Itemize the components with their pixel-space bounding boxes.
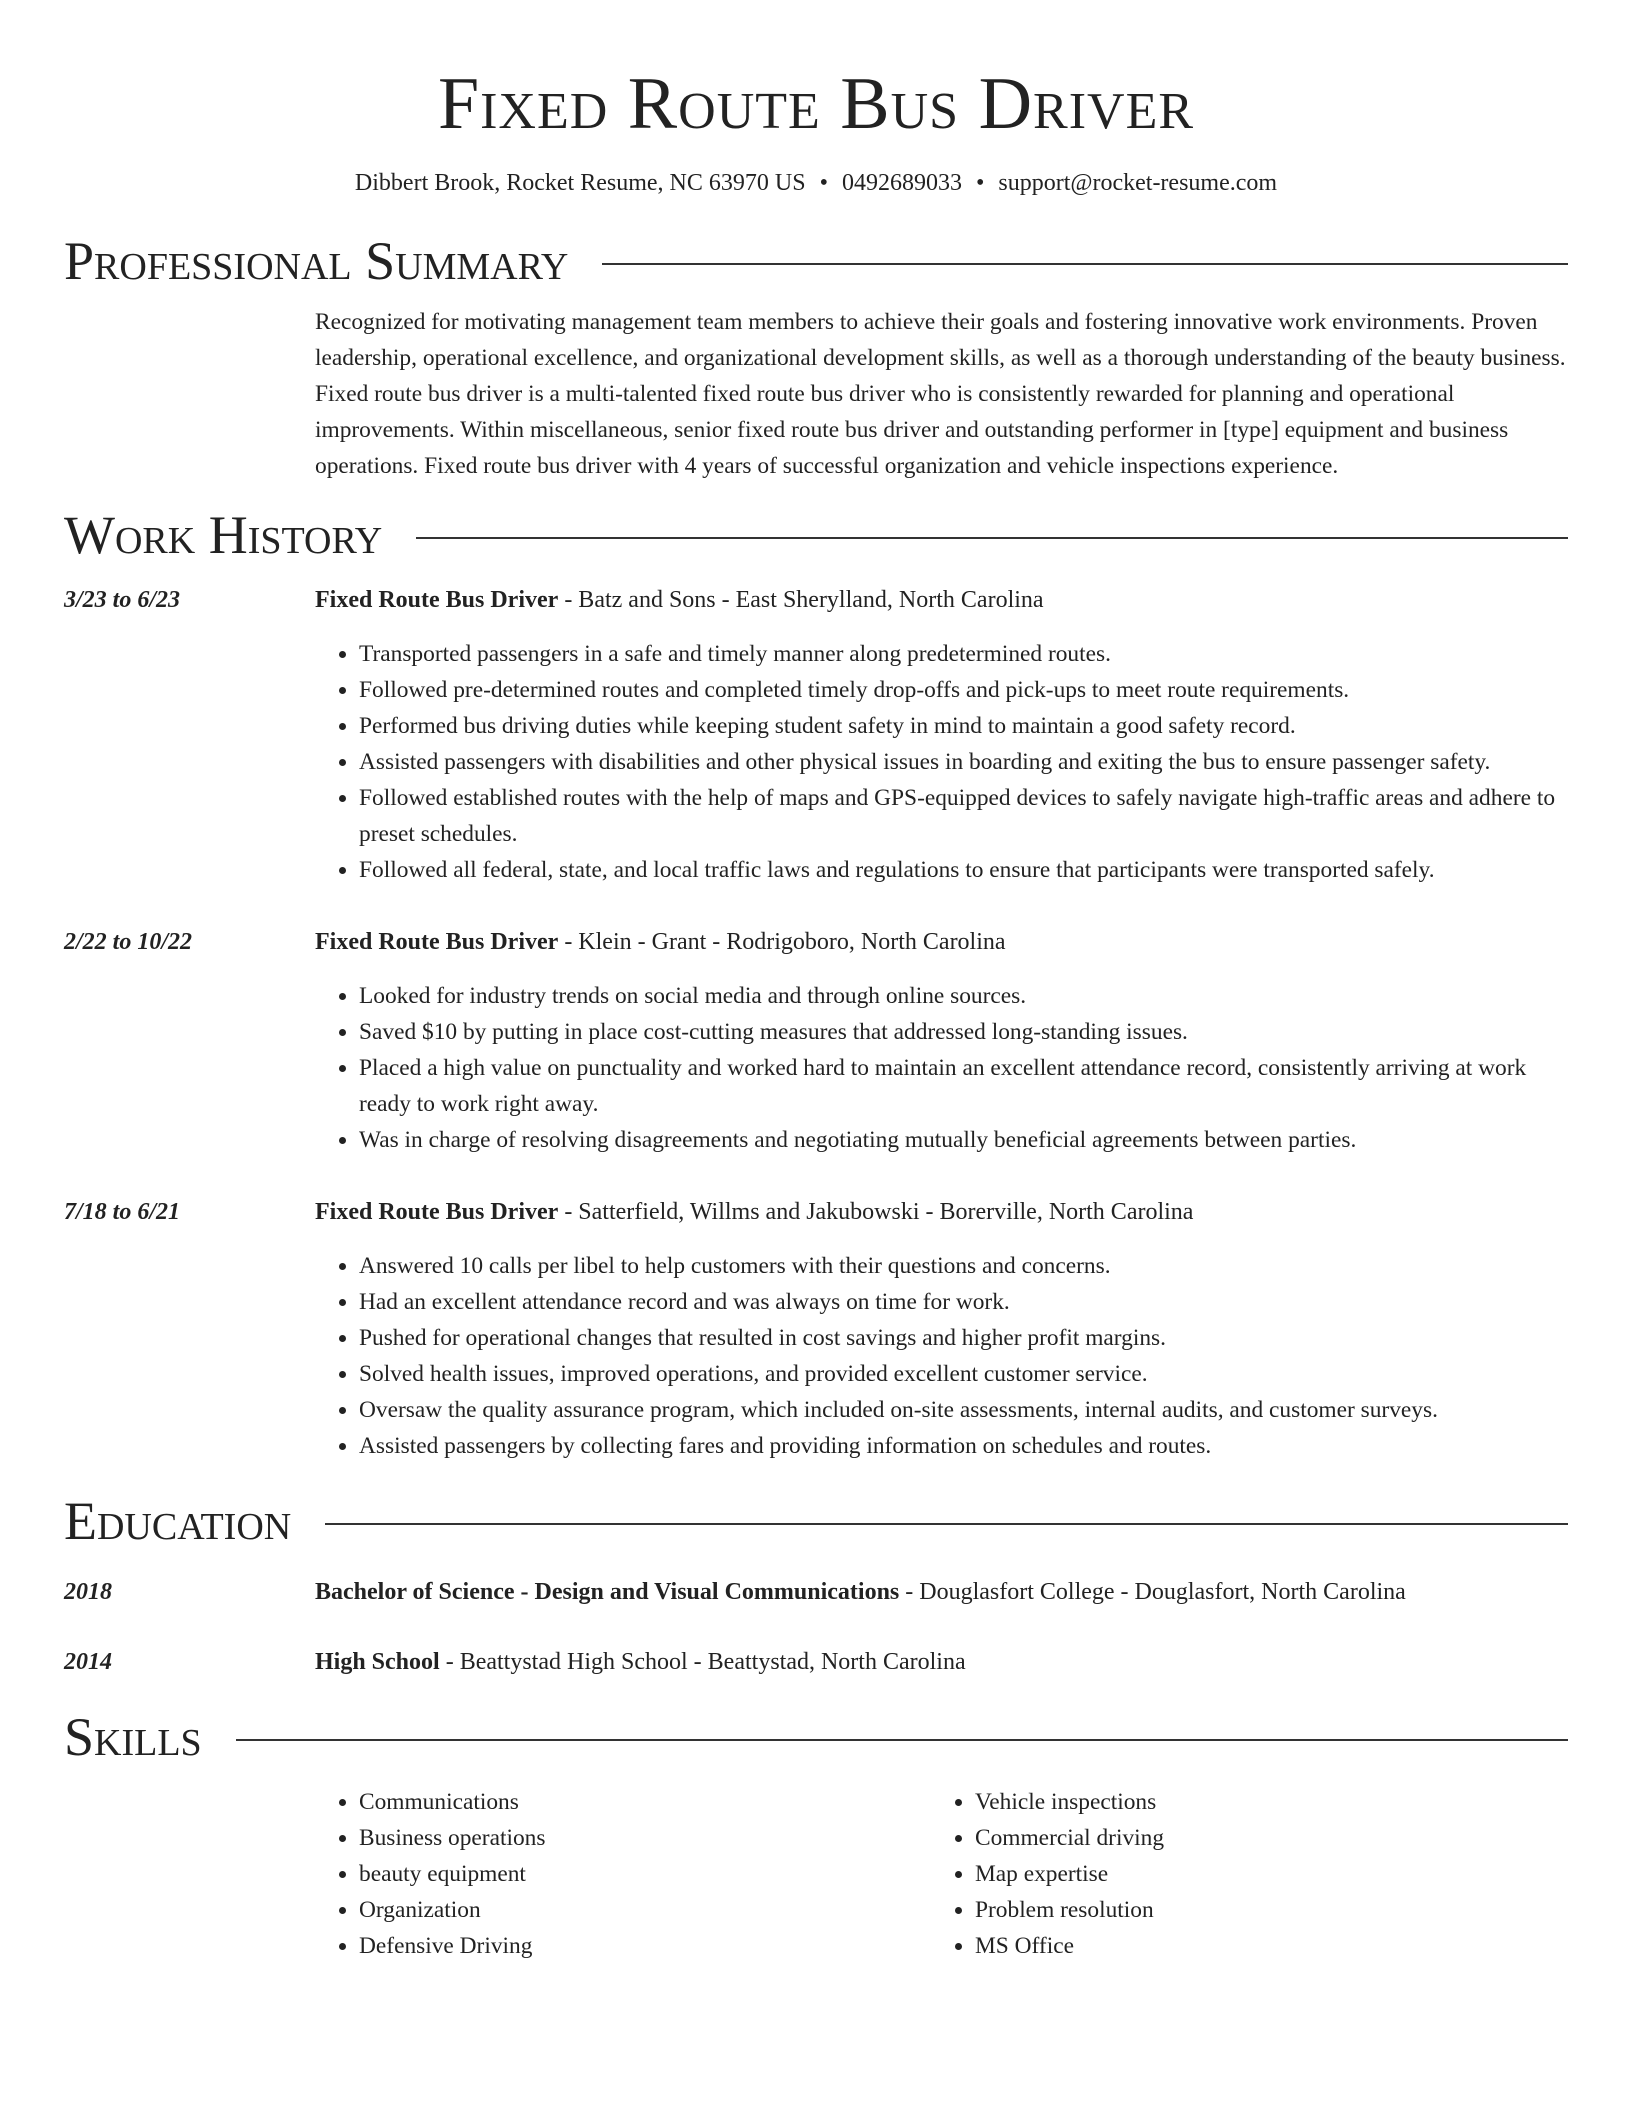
summary-paragraph: Recognized for motivating management team members to achieve their goals and fostering innovative work environments. Proven leadership, operational excellence, and organizational development skills, as well as a thorough understanding of the beauty business. Fixed route bus driver is a multi-talented fixed route bus driver who is consistently rewarded for planning and operational improvements. Within miscellaneous, senior fixed route bus driver and outstanding performer in [type] equipment and business operations. Fixed route bus driver with 4 years of successful organization and vehicle inspections experience. [315, 309, 1566, 479]
skill-item: • Map expertise [975, 1856, 1547, 1892]
education-section-header [64, 1490, 1568, 1552]
skills-column-left [315, 1784, 931, 1964]
skill-item: • Communications [359, 1784, 931, 1820]
resume-page [64, 0, 1568, 1964]
job-bullets [315, 1248, 1568, 1464]
job-details: - Klein - Grant - Rodrigoboro, North Carolina [558, 929, 1006, 955]
job-role: Fixed Route Bus Driver [315, 1199, 559, 1225]
contact-phone: 0492689033 [841, 170, 962, 196]
job-bullets [315, 978, 1568, 1158]
job-heading [315, 582, 1568, 618]
job-body [315, 924, 1568, 1158]
list-item: • Answered 10 calls per libel to help customers with their questions and concerns. [359, 1248, 1568, 1284]
education-degree: High School [315, 1649, 440, 1675]
job-bullets [315, 636, 1568, 888]
list-item: • Solved health issues, improved operations, and provided excellent customer service. [359, 1356, 1568, 1392]
job-dates: 7/18 to 6/21 [64, 1199, 181, 1225]
list-item: • Looked for industry trends on social media and through online sources. [359, 978, 1568, 1014]
education-details: - Douglasfort College - Douglasfort, North Carolina [899, 1579, 1406, 1605]
job-role: Fixed Route Bus Driver [315, 929, 559, 955]
skill-item: • Vehicle inspections [975, 1784, 1547, 1820]
list-item: • Placed a high value on punctuality and worked hard to maintain an excellent attendance record, consistently arriving at work ready to work right away. [359, 1050, 1568, 1122]
list-item: • Followed all federal, state, and local traffic laws and regulations to ensure that participants were transported safely. [359, 852, 1568, 888]
education-heading [315, 1574, 1406, 1610]
job-body [315, 582, 1568, 888]
work-section-title: Work History [64, 505, 383, 565]
skill-item: • Organization [359, 1892, 931, 1928]
education-details: - Beattystad High School - Beattystad, North Carolina [439, 1649, 966, 1675]
list-item: • Transported passengers in a safe and timely manner along predetermined routes. [359, 636, 1568, 672]
contact-address: Dibbert Brook, Rocket Resume, NC 63970 US [354, 170, 806, 196]
skill-item: • Defensive Driving [359, 1928, 931, 1964]
skills-section-header [64, 1706, 1568, 1768]
section-divider [416, 537, 1568, 539]
education-entry [64, 1574, 1568, 1610]
education-year: 2018 [64, 1579, 112, 1605]
resume-name: Fixed Route Bus Driver [437, 63, 1195, 145]
job-entry [64, 924, 1568, 1158]
contact-separator: • [819, 170, 828, 196]
list-item: • Was in charge of resolving disagreements and negotiating mutually beneficial agreements between parties. [359, 1122, 1568, 1158]
summary-section-header [64, 230, 1568, 292]
work-section-header [64, 504, 1568, 566]
job-heading [315, 924, 1568, 960]
summary-section-title: Professional Summary [64, 231, 569, 291]
list-item: • Followed established routes with the help of maps and GPS-equipped devices to safely navigate high-traffic areas and adhere to preset schedules. [359, 780, 1568, 852]
contact-email: support@rocket-resume.com [998, 170, 1278, 196]
job-details: - Satterfield, Willms and Jakubowski - Borerville, North Carolina [558, 1199, 1194, 1225]
list-item: • Had an excellent attendance record and was always on time for work. [359, 1284, 1568, 1320]
skill-item: • Problem resolution [975, 1892, 1547, 1928]
education-heading [315, 1644, 966, 1680]
section-divider [236, 1739, 1568, 1741]
skills-section-title: Skills [64, 1707, 202, 1767]
job-entry [64, 1194, 1568, 1464]
skill-item: • Business operations [359, 1820, 931, 1856]
skills-column-right [931, 1784, 1547, 1964]
list-item: • Followed pre-determined routes and completed timely drop-offs and pick-ups to meet route requirements. [359, 672, 1568, 708]
section-divider [325, 1523, 1568, 1525]
contact-line [64, 168, 1568, 198]
list-item: • Assisted passengers with disabilities and other physical issues in boarding and exiting the bus to ensure passenger safety. [359, 744, 1568, 780]
education-year: 2014 [64, 1649, 112, 1675]
job-dates: 2/22 to 10/22 [64, 929, 193, 955]
list-item: • Performed bus driving duties while keeping student safety in mind to maintain a good safety record. [359, 708, 1568, 744]
education-section-title: Education [64, 1491, 292, 1551]
list-item: • Assisted passengers by collecting fares and providing information on schedules and routes. [359, 1428, 1568, 1464]
list-item: • Pushed for operational changes that resulted in cost savings and higher profit margins. [359, 1320, 1568, 1356]
skill-item: • Commercial driving [975, 1820, 1547, 1856]
section-divider [602, 263, 1568, 265]
job-dates: 3/23 to 6/23 [64, 587, 181, 613]
job-details: - Batz and Sons - East Sherylland, North Carolina [558, 587, 1044, 613]
list-item: • Oversaw the quality assurance program, which included on-site assessments, internal audits, and customer surveys. [359, 1392, 1568, 1428]
job-body [315, 1194, 1568, 1464]
job-role: Fixed Route Bus Driver [315, 587, 559, 613]
education-entry [64, 1644, 1568, 1680]
list-item: • Saved $10 by putting in place cost-cutting measures that addressed long-standing issues. [359, 1014, 1568, 1050]
education-degree: Bachelor of Science - Design and Visual Communications [315, 1579, 900, 1605]
skill-item: • MS Office [975, 1928, 1547, 1964]
job-heading [315, 1194, 1568, 1230]
job-entry [64, 582, 1568, 888]
skills-grid [315, 1784, 1568, 1964]
contact-separator: • [975, 170, 985, 196]
skill-item: • beauty equipment [359, 1856, 931, 1892]
